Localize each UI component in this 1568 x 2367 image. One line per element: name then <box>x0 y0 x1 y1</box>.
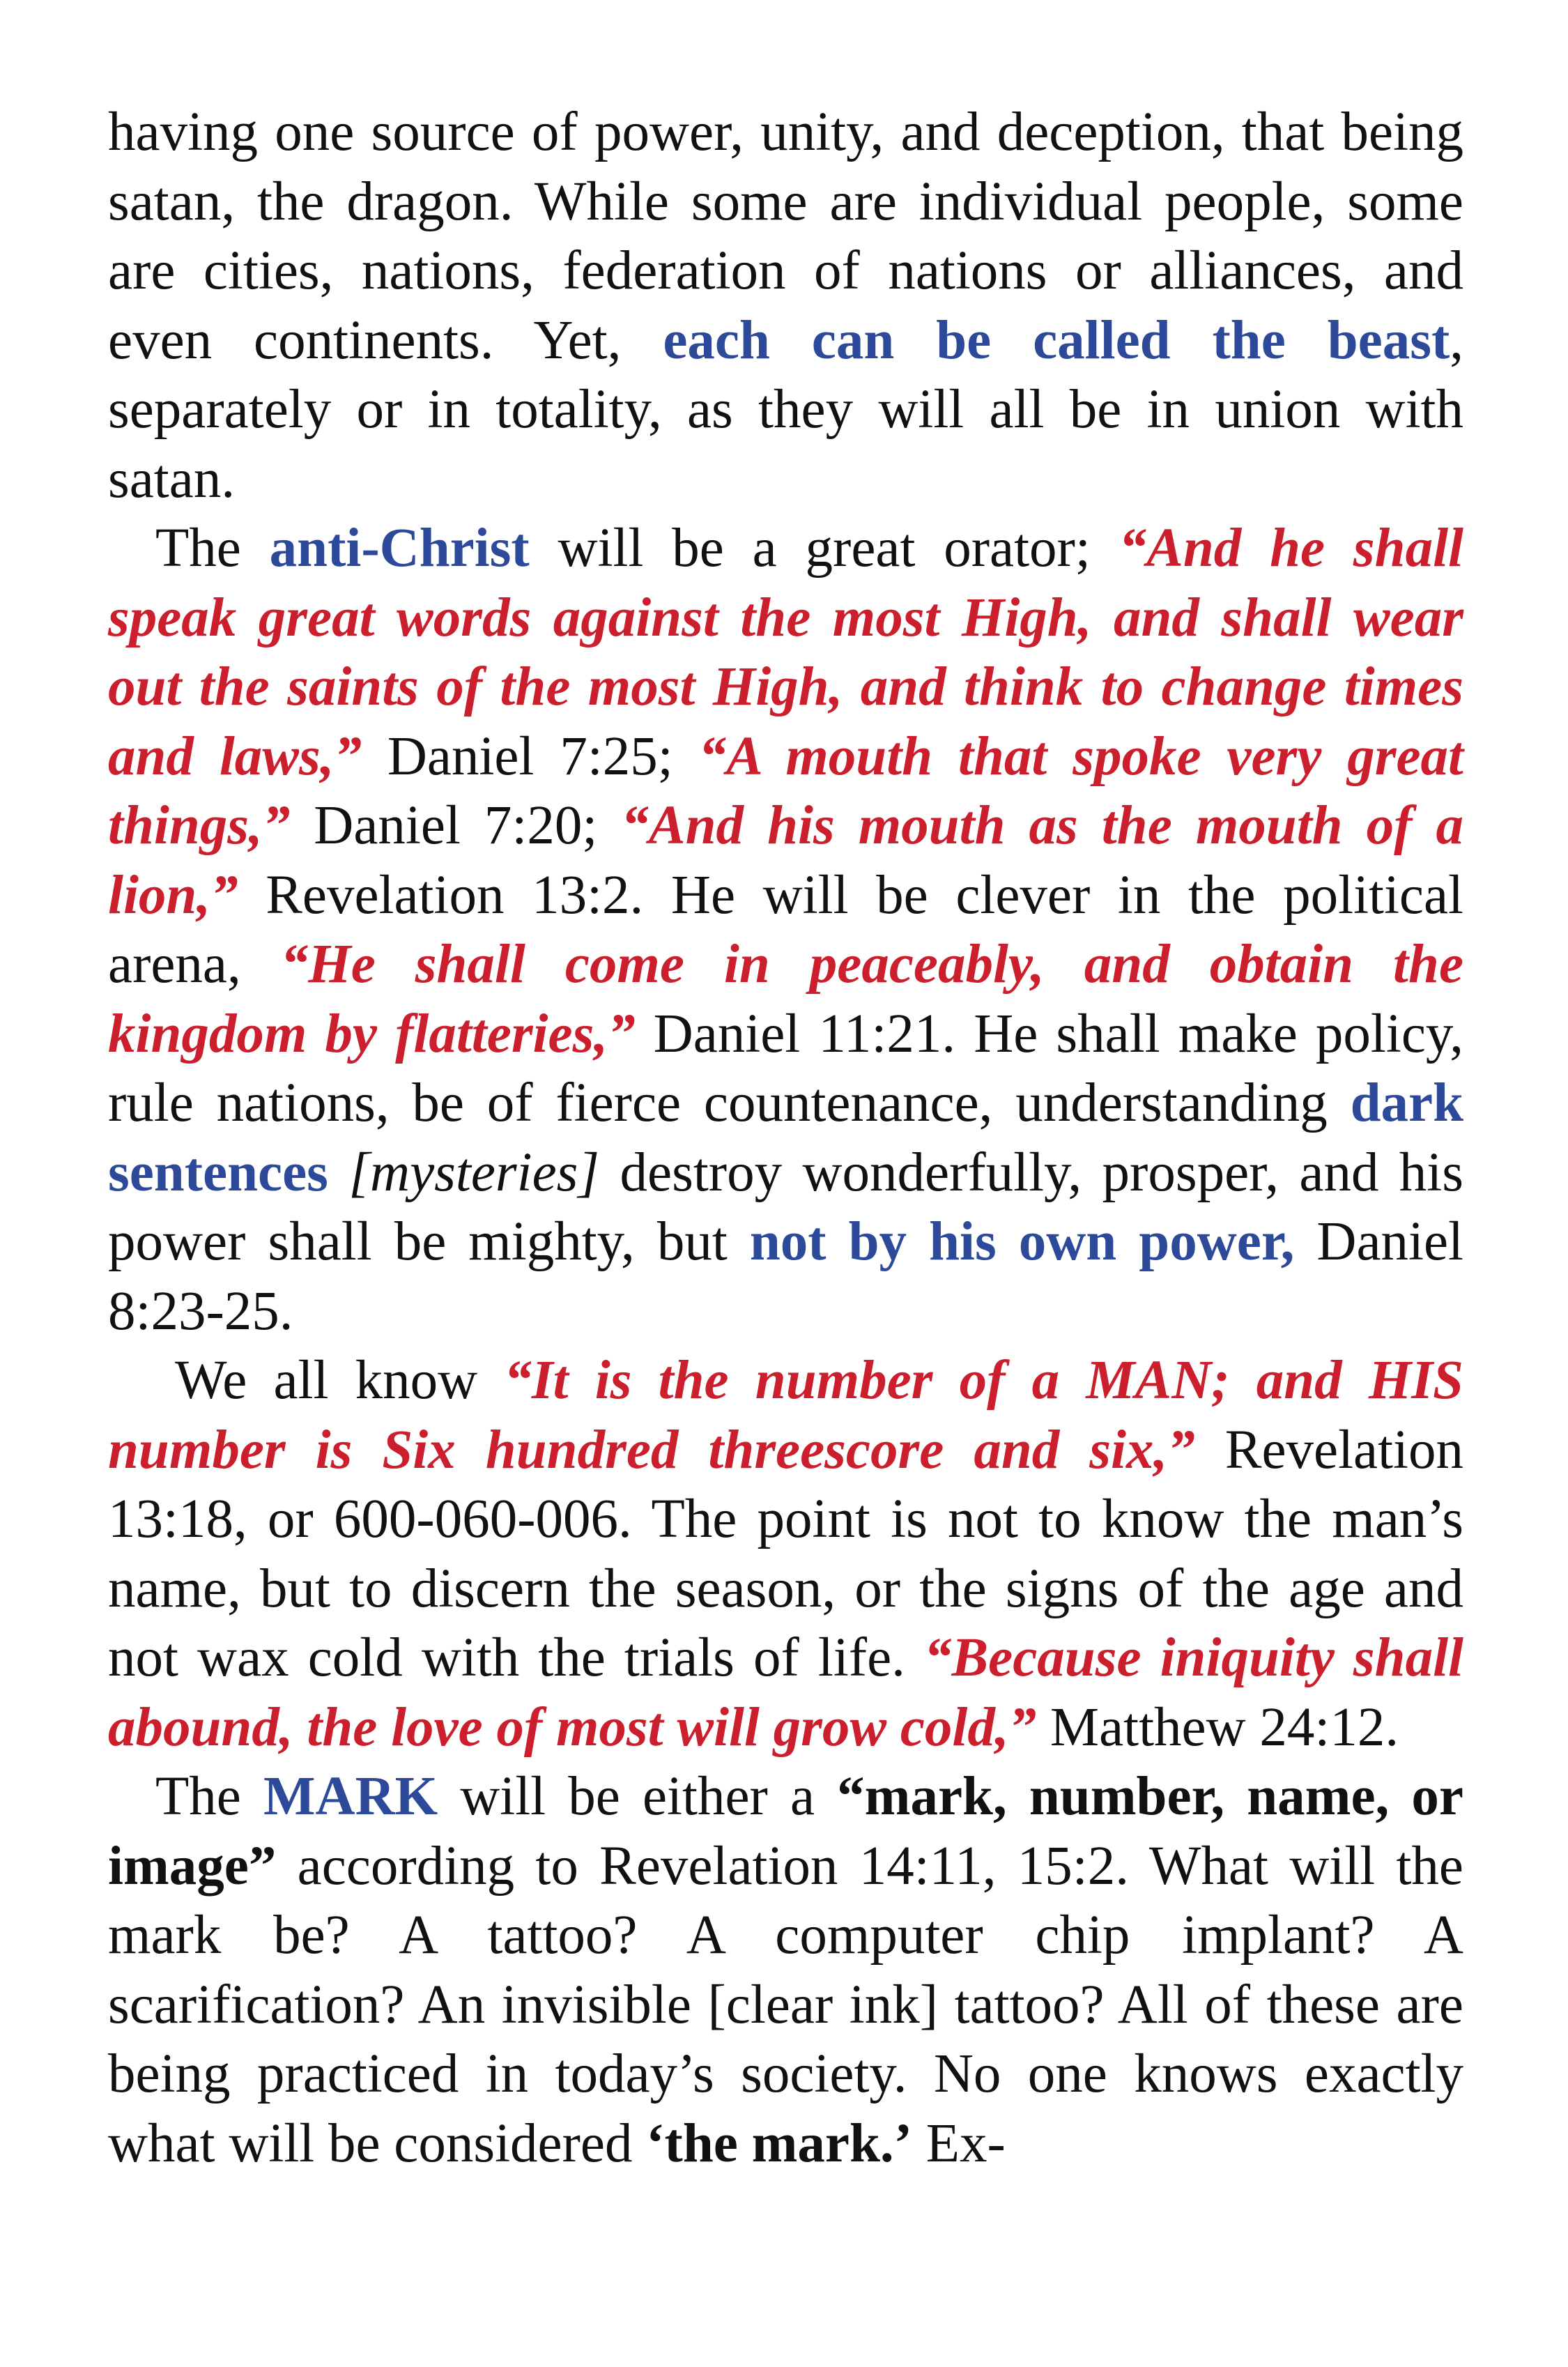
body-text: Matthew 24:12. <box>1036 1696 1399 1758</box>
scripture-quote: “And he shall speak great words against the most High, and shall wear out the saints of the most High, and think to change times and laws,” <box>108 518 1463 787</box>
emphasis-phrase: each can be called the beast <box>663 309 1450 371</box>
body-text: Daniel 11:21. He shall make policy, rule nations, be of fierce countenance, understanding <box>108 1003 1463 1133</box>
scripture-quote: “And his mouth as the mouth of a lion,” <box>108 795 1464 926</box>
body-text <box>328 1142 348 1203</box>
paragraph-number-of-man <box>108 1346 1463 1762</box>
emphasis-phrase: anti-Christ <box>269 518 530 579</box>
bold-phrase: ‘the mark.’ <box>646 2113 912 2174</box>
body-text: Revelation 13:2. He will be clever in the political arena, <box>108 864 1463 995</box>
bold-phrase: “mark, number, name, or image” <box>108 1766 1463 1897</box>
paragraph-beast-union <box>108 98 1463 514</box>
body-text: The <box>155 1766 263 1827</box>
book-page <box>108 98 1463 2178</box>
scripture-quote: “It is the number of a MAN; and HIS number is Six hundred threescore and six,” <box>108 1350 1463 1480</box>
body-text: Daniel 8:23-25. <box>108 1211 1464 1342</box>
italic-note: [mysteries] <box>348 1142 600 1203</box>
body-text: having one source of power, unity, and deception, that being satan, the dragon. While some are individual people, some are cities, nations, federation of nations or alliances, and even continents. Yet, <box>108 102 1463 371</box>
body-text: Ex- <box>912 2113 1006 2174</box>
body-text: Daniel 7:25; <box>361 726 699 787</box>
emphasis-phrase: dark sentences <box>108 1073 1463 1203</box>
paragraph-the-mark <box>108 1762 1463 2178</box>
body-text: The <box>155 518 270 579</box>
emphasis-phrase: MARK <box>263 1766 438 1827</box>
body-text: destroy wonderfully, prosper, and his power shall be mighty, but <box>108 1142 1464 1272</box>
scripture-quote: “A mouth that spoke very great things,” <box>108 726 1464 856</box>
scripture-quote: “He shall come in peaceably, and obtain the kingdom by flatteries,” <box>108 934 1464 1064</box>
body-text: Revelation 13:18, or 600-060-006. The point is not to know the man’s name, but to discern the season, or the signs of the age and not wax cold with the trials of life. <box>108 1419 1463 1688</box>
body-text: will be either a <box>438 1766 838 1827</box>
body-text: according to Revelation 14:11, 15:2. What will the mark be? A tattoo? A computer chip implant? A scarification? An invisible [clear ink] tattoo? All of these are being practiced in today’s society. No one knows exactly what will be considered <box>108 1835 1463 2174</box>
body-text: , separately or in totality, as they will all be in union with satan. <box>108 309 1463 510</box>
body-text: will be a great orator; <box>529 518 1119 579</box>
paragraph-anti-christ-orator <box>108 514 1463 1346</box>
scripture-quote: “Because iniquity shall abound, the love of most will grow cold,” <box>108 1627 1464 1758</box>
body-text: We all know <box>175 1350 505 1411</box>
emphasis-phrase: not by his own power, <box>749 1211 1295 1272</box>
body-text: Daniel 7:20; <box>290 795 622 856</box>
